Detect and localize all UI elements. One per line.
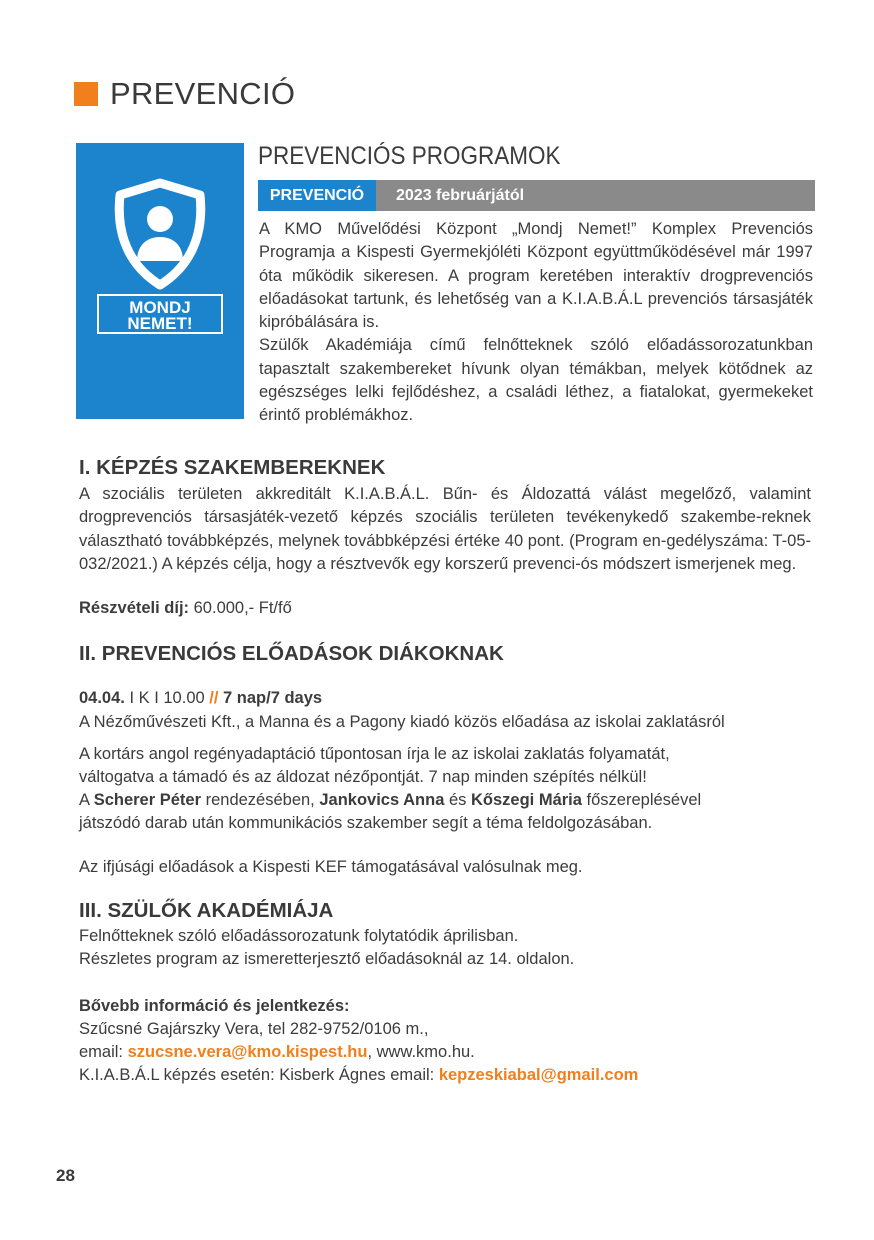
intro-paragraph-1: A KMO Művelődési Központ „Mondj Nemet!” Komplex Prevenciós Programja a Kispesti Gyermekjóléti Központ együttműködésével már 1997 óta működik sikeresen. A program keretében interaktív drogprevenciós előadásokat tartunk, és lehetőség van a K.I.A.B.Á.L prevenciós társasjáték kipróbálására is.: [259, 220, 813, 332]
email-label: email:: [79, 1043, 128, 1061]
kiabal-contact-line: [79, 1064, 638, 1087]
lectures-heading: II. PREVENCIÓS ELŐADÁSOK DIÁKOKNAK: [79, 642, 504, 665]
program-title: PREVENCIÓS PROGRAMOK: [258, 142, 561, 170]
academy-heading: III. SZÜLŐK AKADÉMIÁJA: [79, 899, 334, 922]
lecture-desc-3: [79, 789, 701, 812]
lecture-support: Az ifjúsági előadások a Kispesti KEF támogatásával valósulnak meg.: [79, 858, 583, 876]
lecture-separator: //: [209, 689, 219, 707]
lecture-actor-2: Kőszegi Mária: [471, 791, 582, 809]
page-number: 28: [56, 1166, 75, 1185]
program-tag-bar: [258, 180, 815, 211]
lecture-desc-2: váltogatva a támadó és az áldozat nézőpontját. 7 nap minden szépítés nélkül!: [79, 768, 647, 786]
lecture-show: 7 nap/7 days: [218, 689, 323, 707]
lecture-director: Scherer Péter: [93, 791, 202, 809]
contact-web: , www.kmo.hu.: [367, 1043, 475, 1061]
training-fee: [79, 597, 292, 620]
kiabal-label: K.I.A.B.Á.L képzés esetén: Kisberk Ágnes email:: [79, 1066, 439, 1084]
academy-line-1: Felnőtteknek szóló előadássorozatunk folytatódik áprilisban.: [79, 927, 519, 945]
lecture-subtitle: A Nézőművészeti Kft., a Manna és a Pagony kiadó közös előadása az iskolai zaklatásról: [79, 713, 725, 731]
lecture-schedule: [79, 687, 322, 710]
program-tag: PREVENCIÓ: [258, 180, 376, 211]
kiabal-email-link[interactable]: kepzeskiabal@gmail.com: [438, 1066, 639, 1084]
contact-email-line: [79, 1041, 475, 1064]
contact-email-link[interactable]: szucsne.vera@kmo.kispest.hu: [127, 1043, 368, 1061]
section-header: [74, 74, 295, 114]
logo-text-line2: NEMET!: [127, 314, 193, 333]
section-marker: [74, 82, 98, 106]
lecture-meta: I K I 10.00: [124, 689, 210, 707]
contact-heading: Bővebb információ és jelentkezés:: [79, 997, 350, 1015]
lecture-date: 04.04.: [79, 689, 125, 707]
training-text: A szociális területen akkreditált K.I.A.B.Á.L. Bűn- és Áldozattá válást megelőző, valamint drogprevenciós társasjáték-vezető képzés szociális területen tevékenykedő szakembe-reknek választható továbbképzés, melynek továbbképzési értéke 40 pont. (Program en-gedélyszáma: T-05-032/2021.) A képzés célja, hogy a résztvevők egy korszerű prevenci-ós módszert ismerjenek meg.: [79, 485, 811, 573]
fee-value: 60.000,- Ft/fő: [189, 599, 292, 617]
lecture-actor-1: Jankovics Anna: [319, 791, 445, 809]
fee-label: Részvételi díj:: [79, 599, 190, 617]
shield-icon: [76, 143, 244, 419]
desc3-text-c: és: [444, 791, 471, 809]
desc3-text-a: A: [79, 791, 94, 809]
program-intro: [259, 218, 813, 428]
lecture-desc-4: játszódó darab után kommunikációs szakember segít a téma feldolgozásában.: [79, 814, 653, 832]
contact-person: Szűcsné Gajárszky Vera, tel 282-9752/0106 m.,: [79, 1020, 429, 1038]
section-title: PREVENCIÓ: [110, 76, 296, 111]
program-date: 2023 februárjától: [396, 187, 525, 204]
intro-paragraph-2: Szülők Akadémiája című felnőtteknek szóló előadássorozatunkban tapasztalt szakembereket hívunk olyan témákban, melyek kötődnek az egészséges lelki fejlődéshez, a családi léthez, a fiatalokat, gyermekeket érintő problémákhoz.: [259, 336, 813, 425]
logo-text-line1: MONDJ: [129, 298, 191, 317]
desc3-text-b: rendezésében,: [201, 791, 320, 809]
lecture-desc-1: A kortárs angol regényadaptáció tűpontosan írja le az iskolai zaklatás folyamatát,: [79, 745, 670, 763]
mondj-nemet-logo: [76, 143, 244, 419]
academy-line-2: Részletes program az ismeretterjesztő előadásoknál az 14. oldalon.: [79, 950, 575, 968]
desc3-text-d: főszereplésével: [581, 791, 702, 809]
training-heading: I. KÉPZÉS SZAKEMBEREKNEK: [79, 456, 386, 479]
